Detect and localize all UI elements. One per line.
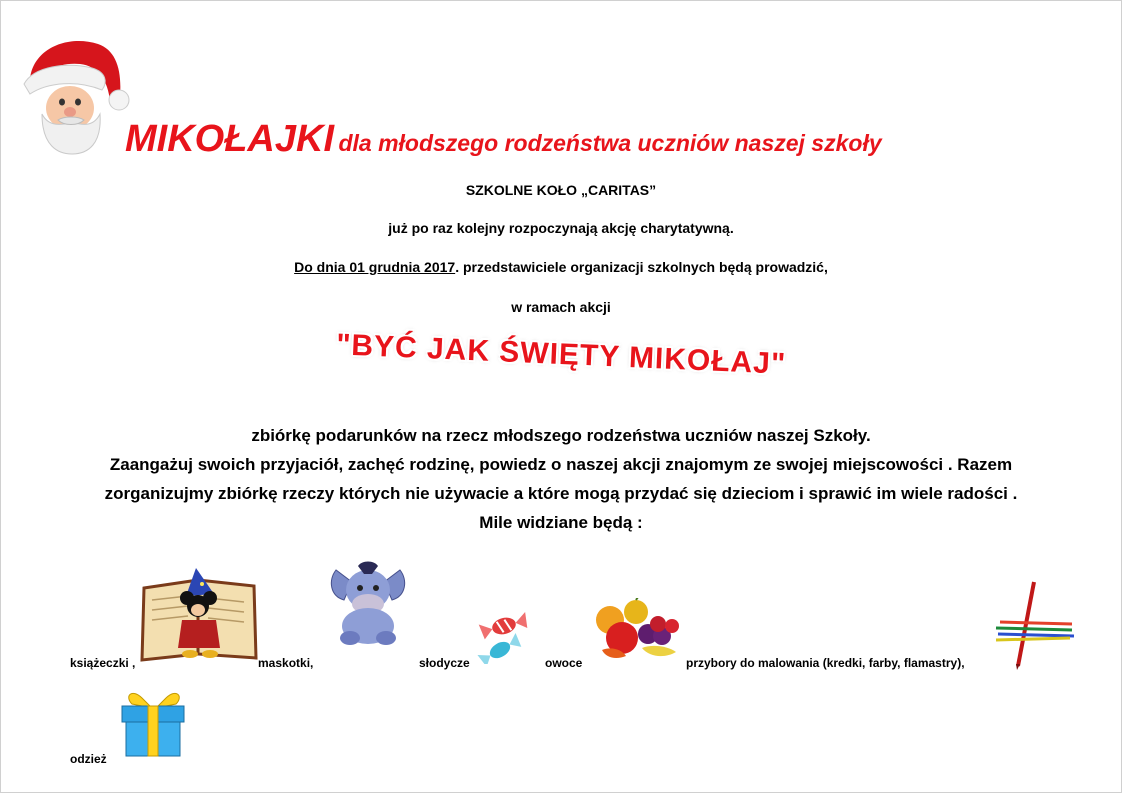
body-line-4: Mile widziane będą :	[479, 513, 643, 532]
item-books-label: książeczki ,	[70, 656, 136, 670]
slogan-wrap	[0, 328, 1122, 381]
book-wizard-icon	[138, 568, 260, 664]
intro-line-1: już po raz kolejny rozpoczynają akcję charytatywną.	[388, 220, 734, 236]
gift-icon	[118, 688, 192, 758]
body-line-2: Zaangażuj swoich przyjaciół, zachęć rodzinę, powiedz o naszej akcji znajomym ze swojej miejscowości . Razem	[109, 455, 1013, 474]
item-sweets-label: słodycze	[419, 656, 470, 670]
intro-line-2-rest: . przedstawiciele organizacji szkolnych będą prowadzić,	[455, 259, 828, 275]
title-main: MIKOŁAJKI	[125, 118, 334, 160]
intro-line-3: w ramach akcji	[511, 299, 611, 315]
fruit-icon	[592, 598, 684, 664]
santa-icon	[18, 36, 130, 156]
pencils-icon	[994, 580, 1076, 670]
item-art-label: przybory do malowania (kredki, farby, flamastry),	[686, 656, 965, 670]
page-title	[125, 118, 882, 161]
intro-line-2	[0, 259, 1122, 275]
deadline-text: Do dnia 01 grudnia 2017	[294, 259, 456, 275]
title-sub: dla młodszego rodzeństwa uczniów naszej szkoły	[338, 130, 882, 156]
body-line-1: zbiórkę podarunków na rzecz młodszego rodzeństwa uczniów naszej Szkoły.	[251, 426, 871, 445]
item-clothes-label: odzież	[70, 752, 107, 766]
candy-icon	[474, 608, 534, 664]
item-mascots-label: maskotki,	[258, 656, 314, 670]
slogan: "BYĆ JAK ŚWIĘTY MIKOŁAJ"	[335, 328, 787, 381]
body-line-3: zorganizujmy zbiórkę rzeczy których nie używacie a które mogą przydać się dzieciom i sprawić im wiele radości .	[104, 484, 1018, 503]
item-fruit-label: owoce	[545, 656, 583, 670]
org-name: SZKOLNE KOŁO „CARITAS”	[465, 182, 657, 198]
body-paragraph	[0, 421, 1122, 537]
donkey-plush-icon	[322, 560, 414, 646]
